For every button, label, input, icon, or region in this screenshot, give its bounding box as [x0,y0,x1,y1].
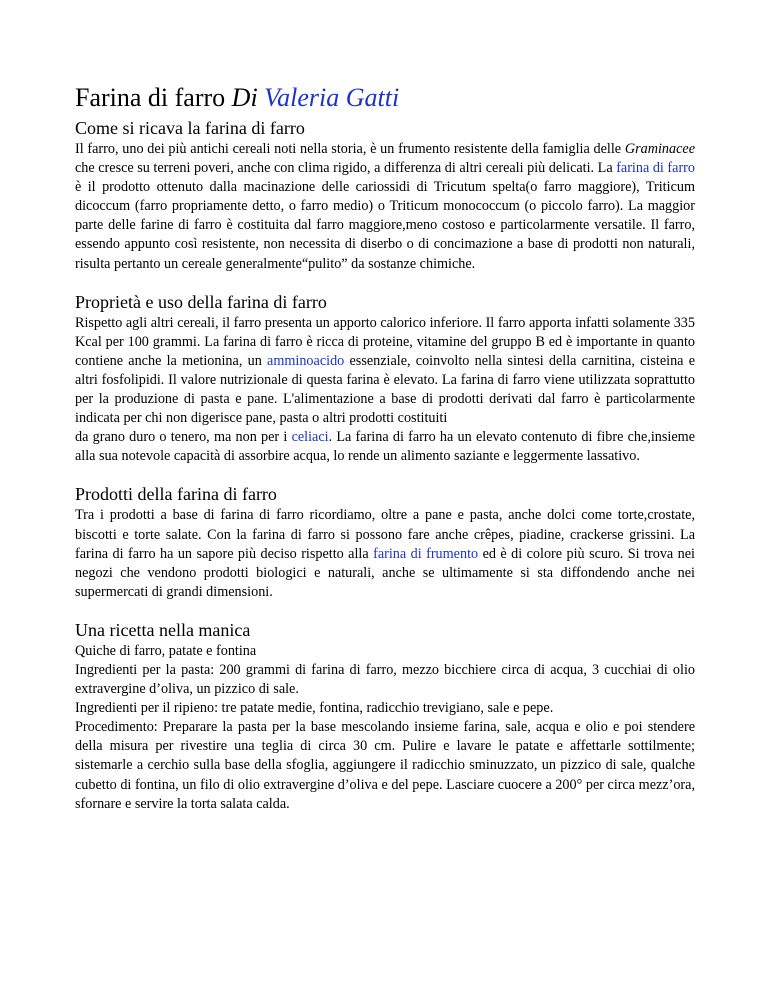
amminoacido-link[interactable]: amminoacido [267,352,345,369]
section-recipe [75,618,695,814]
farina-di-frumento-link[interactable]: farina di frumento [373,545,479,562]
text-run: da grano duro o tenero, ma non per i [75,429,292,446]
section-products [75,482,695,601]
section-heading: Prodotti della farina di farro [75,484,277,505]
page-title [75,82,695,114]
title-main: Farina di farro [75,83,226,112]
text-run: ed è di colore più scuro. Si trova nei negozi che vendono prodotti biologici e naturali, anche se ultimamente si sta diffondendo anche nei supermercati di grandi dimensioni. [75,545,695,600]
section-paragraph [75,506,695,601]
section-properties [75,290,695,467]
text-run: Tra i prodotti a base di farina di farro ricordiamo, oltre a pane e pasta, anche dolci come torte,crostate, biscotti e torte salate. Con la farina di farro si possono fare anche crêpes, piadine, crackerse grissini. La farina di farro ha un sapore più deciso rispetto alla [75,507,695,562]
text-run: . La farina di farro ha un elevato contenuto di fibre che,insieme alla sua notevole capacità di assorbire acqua, lo rende un alimento saziante e leggermente lassativo. [75,429,695,465]
recipe-title: Quiche di farro, patate e fontina [75,642,257,659]
recipe-dough-ingredients: Ingredienti per la pasta: 200 grammi di farina di farro, mezzo bicchiere circa di acqua, 3 cucchiai di olio extravergine d’oliva, un pizzico di sale. [75,661,695,698]
section-how-made [75,116,695,274]
section-paragraph [75,140,695,274]
text-run: è il prodotto ottenuto dalla macinazione delle cariossidi di Tricutum spelta(o farro maggiore), Triticum dicoccum (farro propriamente detto, o farro medio) o Triticum monococcum (o piccolo farro). La maggior parte delle farine di farro è costituita dal farro maggiore,meno costoso e particolarmente versatile. Il farro, essendo appunto così resistente, non necessita di diserbo o di concimazione a base di prodotti non naturali, risulta pertanto un cereale generalmente“pulito” da sostanze chimiche. [75,179,695,272]
document-page [75,82,695,830]
recipe-procedure: Procedimento: Preparare la pasta per la base mescolando insieme farina, sale, acqua e olio e poi stendere della misura per rivestire una teglia di circa 30 cm. Pulire e lavare le patate e affettarle sottilmente; sistemarle a cerchio sulla base della sfoglia, aggiungere il radicchio sminuzzato, un pizzico di sale, qualche cubetto di fontina, un filo di olio extravergine d’oliva e del pepe. Lasciare cuocere a 200° per circa mezz’ora, sfornare e servire la torta salata calda. [75,719,695,812]
section-heading: Proprietà e uso della farina di farro [75,291,327,312]
author-link[interactable]: Valeria Gatti [264,83,400,112]
recipe-filling-ingredients: Ingredienti per il ripieno: tre patate medie, fontina, radicchio trevigiano, sale e pepe. [75,700,554,717]
title-by: Di [231,83,258,112]
section-heading: Una ricetta nella manica [75,619,251,640]
text-run: Il farro, uno dei più antichi cereali noti nella storia, è un frumento resistente della famiglia delle [75,141,625,157]
text-run: Rispetto agli altri cereali, il farro presenta un apporto calorico inferiore. Il farro apporta infatti solamente 335 Kcal per 100 grammi. La farina di farro è ricca di proteine, vitamine del gruppo B ed è importante in quanto contiene anche la metionina, un [75,314,695,369]
emphasis-text: Graminacee [624,141,695,157]
farina-di-farro-link[interactable]: farina di farro [616,160,695,177]
section-paragraph [75,428,695,466]
text-run: che cresce su terreni poveri, anche con clima rigido, a differenza di altri cereali più delicati. La [75,160,617,177]
section-heading: Come si ricava la farina di farro [75,118,305,138]
celiaci-link[interactable]: celiaci [291,429,329,446]
text-run: essenziale, coinvolto nella sintesi della carnitina, cisteina e altri fosfolipidi. Il valore nutrizionale di questa farina è elevato. La farina di farro viene utilizzata soprattutto per la produzione di pasta e pane. L'alimentazione a base di prodotti derivati dal farro è particolarmente indicata per chi non digerisce pane, pasta o altri prodotti costituiti [75,352,695,427]
section-paragraph [75,314,695,429]
